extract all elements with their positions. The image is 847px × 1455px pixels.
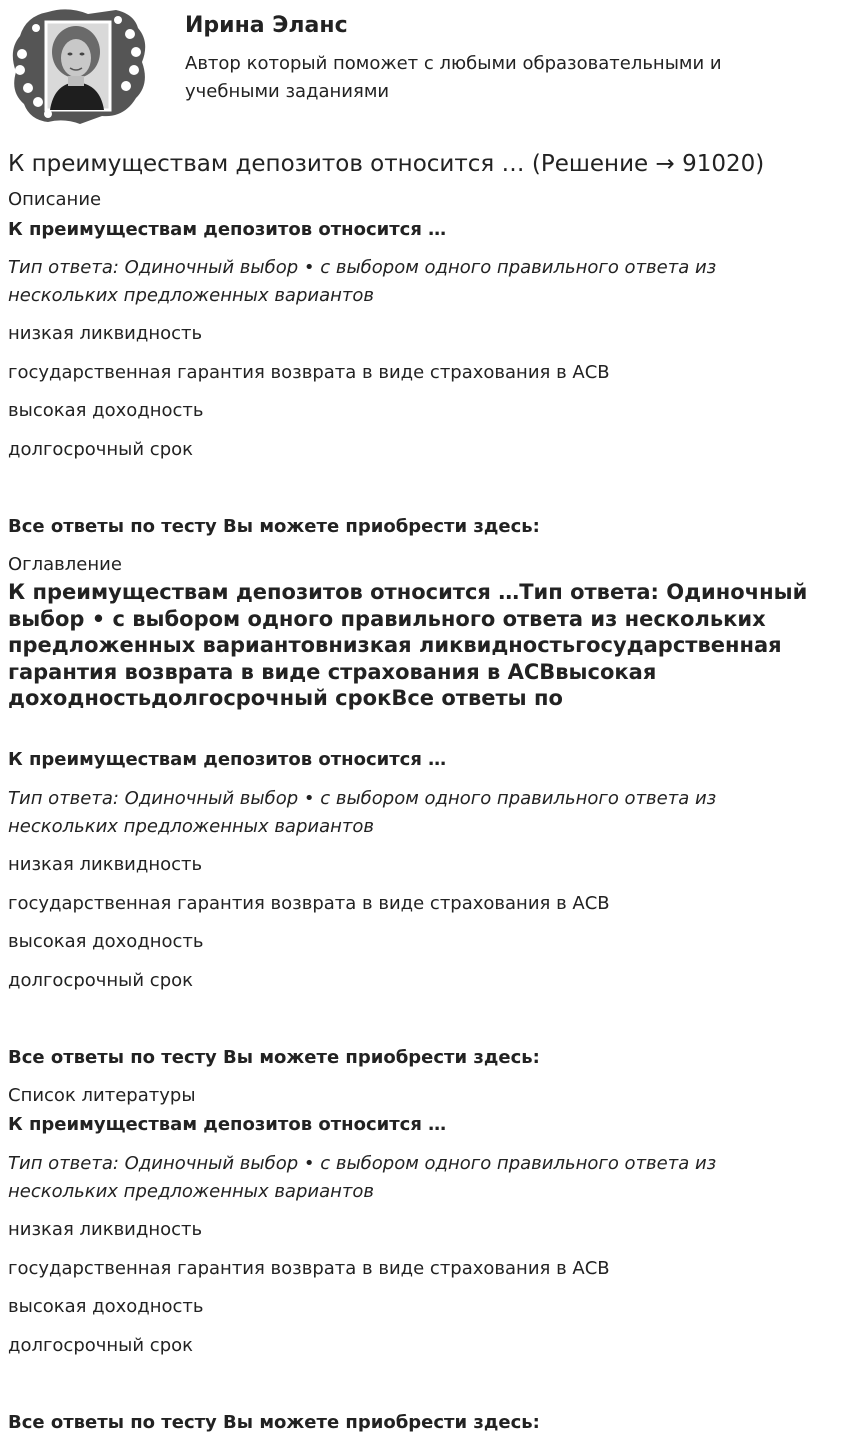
answer-option: низкая ликвидность xyxy=(8,323,203,344)
section-literature-label: Список литературы xyxy=(8,1085,196,1106)
author-avatar xyxy=(8,6,150,126)
buy-answers-text: Все ответы по тесту Вы можете приобрести здесь: xyxy=(8,1412,540,1433)
answer-option: высокая доходность xyxy=(8,400,204,421)
answer-option: высокая доходность xyxy=(8,931,204,952)
answer-option: долгосрочный срок xyxy=(8,1335,194,1356)
question-title: К преимуществам депозитов относится … xyxy=(8,749,447,770)
buy-answers-text: Все ответы по тесту Вы можете приобрести здесь: xyxy=(8,516,540,537)
buy-answers-text: Все ответы по тесту Вы можете приобрести здесь: xyxy=(8,1047,540,1068)
question-title: К преимуществам депозитов относится … xyxy=(8,1114,447,1135)
answer-option: долгосрочный срок xyxy=(8,970,194,991)
answer-option: государственная гарантия возврата в виде страхования в АСВ xyxy=(8,1258,610,1279)
answer-option: государственная гарантия возврата в виде страхования в АСВ xyxy=(8,362,610,383)
question-type: Тип ответа: Одиночный выбор • с выбором одного правильного ответа из нескольких предложенных вариантов xyxy=(8,1153,717,1202)
author-name: Ирина Эланс xyxy=(185,13,348,38)
question-type: Тип ответа: Одиночный выбор • с выбором одного правильного ответа из нескольких предложенных вариантов xyxy=(8,788,717,837)
page-title: К преимуществам депозитов относится … (Решение → 91020) xyxy=(8,151,765,177)
question-type: Тип ответа: Одиночный выбор • с выбором одного правильного ответа из нескольких предложенных вариантов xyxy=(8,257,717,306)
answer-option: низкая ликвидность xyxy=(8,1219,203,1240)
toc-heading: К преимуществам депозитов относится …Тип ответа: Одиночный выбор • с выбором одного правильного ответа из нескольких предложенных вариантовнизкая ликвидностьгосударственная гарантия возврата в виде страхования в АСВвысокая доходностьдолгосрочный срокВсе ответы по xyxy=(8,580,808,710)
answer-option: государственная гарантия возврата в виде страхования в АСВ xyxy=(8,893,610,914)
author-header xyxy=(0,0,847,135)
answer-option: высокая доходность xyxy=(8,1296,204,1317)
section-toc-label: Оглавление xyxy=(8,554,122,575)
author-description: Автор который поможет с любыми образовательными и учебными заданиями xyxy=(185,53,722,102)
answer-option: низкая ликвидность xyxy=(8,854,203,875)
section-description-label: Описание xyxy=(8,189,102,210)
question-title: К преимуществам депозитов относится … xyxy=(8,219,447,240)
answer-option: долгосрочный срок xyxy=(8,439,194,460)
